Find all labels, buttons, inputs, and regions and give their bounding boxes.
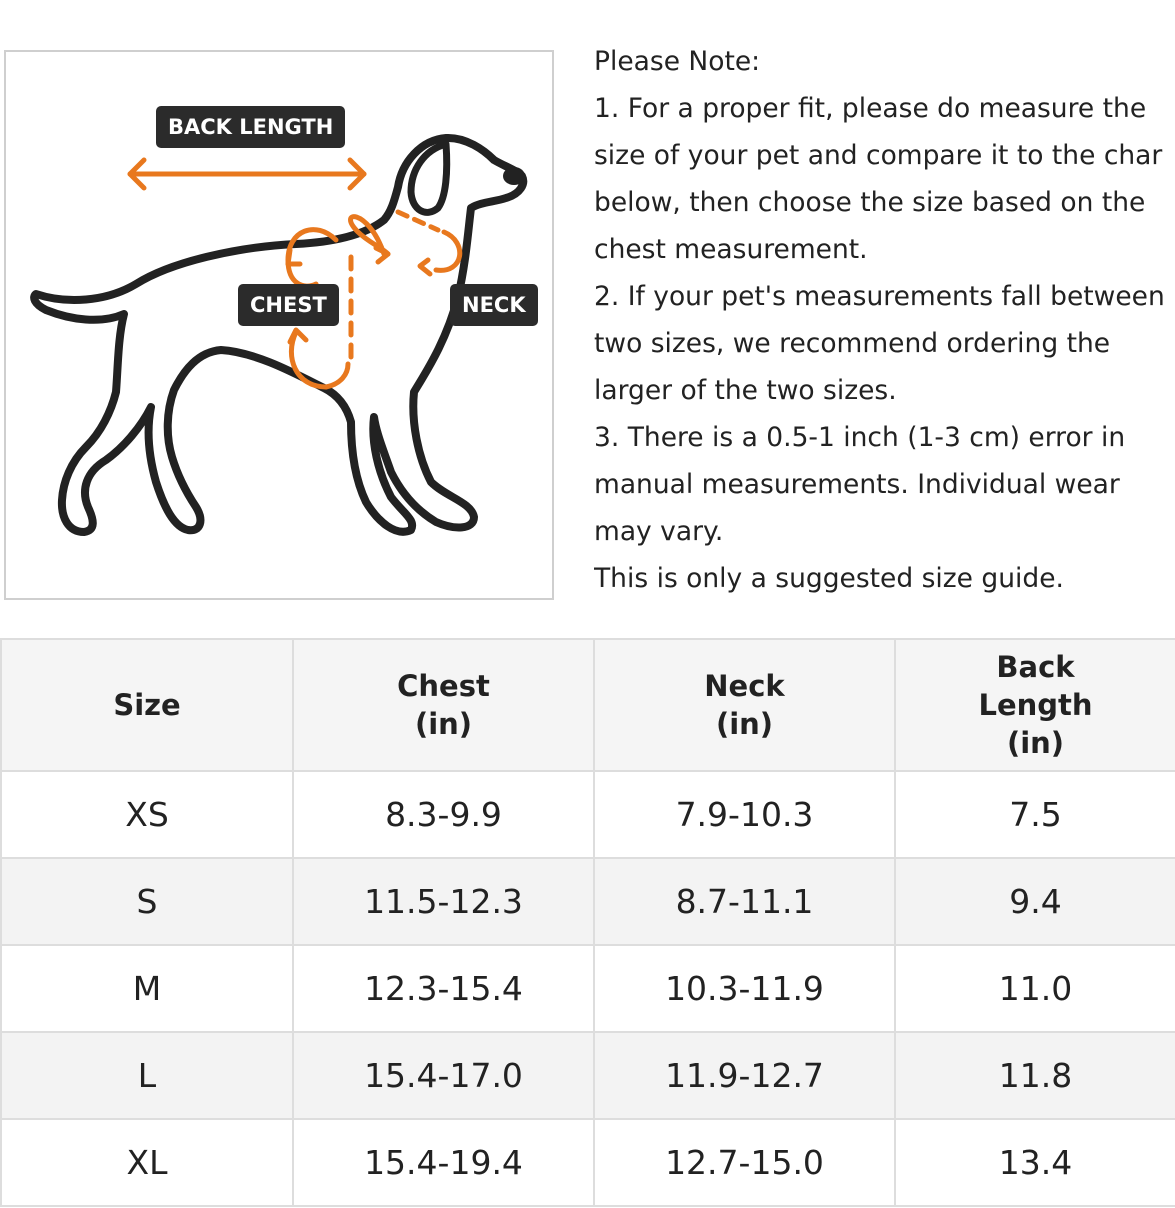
note-line: may vary. bbox=[594, 516, 724, 547]
cell-size: XL bbox=[1, 1119, 293, 1206]
cell-chest: 15.4-17.0 bbox=[293, 1032, 594, 1119]
note-line: 1. For a proper fit, please do measure the bbox=[594, 93, 1147, 124]
cell-neck: 12.7-15.0 bbox=[594, 1119, 895, 1206]
dog-body-outline bbox=[34, 138, 523, 532]
neck-label: NECK bbox=[450, 284, 538, 326]
note-line: chest measurement. bbox=[594, 234, 868, 265]
note-line: Please Note: bbox=[594, 46, 761, 77]
note-line: below, then choose the size based on the bbox=[594, 187, 1146, 218]
back-length-label: BACK LENGTH bbox=[156, 106, 345, 148]
table-row bbox=[1, 1119, 1175, 1206]
cell-chest: 11.5-12.3 bbox=[293, 858, 594, 945]
note-line: size of your pet and compare it to the char bbox=[594, 140, 1163, 171]
note-line: manual measurements. Individual wear bbox=[594, 469, 1120, 500]
cell-back-length: 11.0 bbox=[895, 945, 1175, 1032]
header-neck: Neck (in) bbox=[594, 639, 895, 771]
cell-chest: 15.4-19.4 bbox=[293, 1119, 594, 1206]
cell-neck: 8.7-11.1 bbox=[594, 858, 895, 945]
cell-size: M bbox=[1, 945, 293, 1032]
note-line: larger of the two sizes. bbox=[594, 375, 897, 406]
cell-size: S bbox=[1, 858, 293, 945]
size-table bbox=[0, 638, 1175, 1207]
size-note bbox=[594, 38, 1175, 602]
cell-neck: 10.3-11.9 bbox=[594, 945, 895, 1032]
header-size: Size bbox=[1, 639, 293, 771]
cell-size: XS bbox=[1, 771, 293, 858]
cell-size: L bbox=[1, 1032, 293, 1119]
cell-back-length: 9.4 bbox=[895, 858, 1175, 945]
note-line: This is only a suggested size guide. bbox=[594, 563, 1064, 594]
note-line: two sizes, we recommend ordering the bbox=[594, 328, 1111, 359]
dog-nose bbox=[503, 167, 525, 185]
cell-neck: 7.9-10.3 bbox=[594, 771, 895, 858]
chest-label: CHEST bbox=[238, 284, 339, 326]
table-row bbox=[1, 945, 1175, 1032]
table-row bbox=[1, 858, 1175, 945]
table-row bbox=[1, 771, 1175, 858]
header-back-length: Back Length (in) bbox=[895, 639, 1175, 771]
cell-neck: 11.9-12.7 bbox=[594, 1032, 895, 1119]
cell-back-length: 11.8 bbox=[895, 1032, 1175, 1119]
cell-chest: 8.3-9.9 bbox=[293, 771, 594, 858]
table-row bbox=[1, 1032, 1175, 1119]
table-header-row bbox=[1, 639, 1175, 771]
note-line: 3. There is a 0.5-1 inch (1-3 cm) error in bbox=[594, 422, 1126, 453]
measurement-diagram bbox=[4, 50, 554, 600]
note-line: 2. If your pet's measurements fall between bbox=[594, 281, 1165, 312]
cell-back-length: 7.5 bbox=[895, 771, 1175, 858]
header-chest: Chest (in) bbox=[293, 639, 594, 771]
cell-back-length: 13.4 bbox=[895, 1119, 1175, 1206]
back-length-arrow-icon bbox=[130, 160, 364, 188]
cell-chest: 12.3-15.4 bbox=[293, 945, 594, 1032]
